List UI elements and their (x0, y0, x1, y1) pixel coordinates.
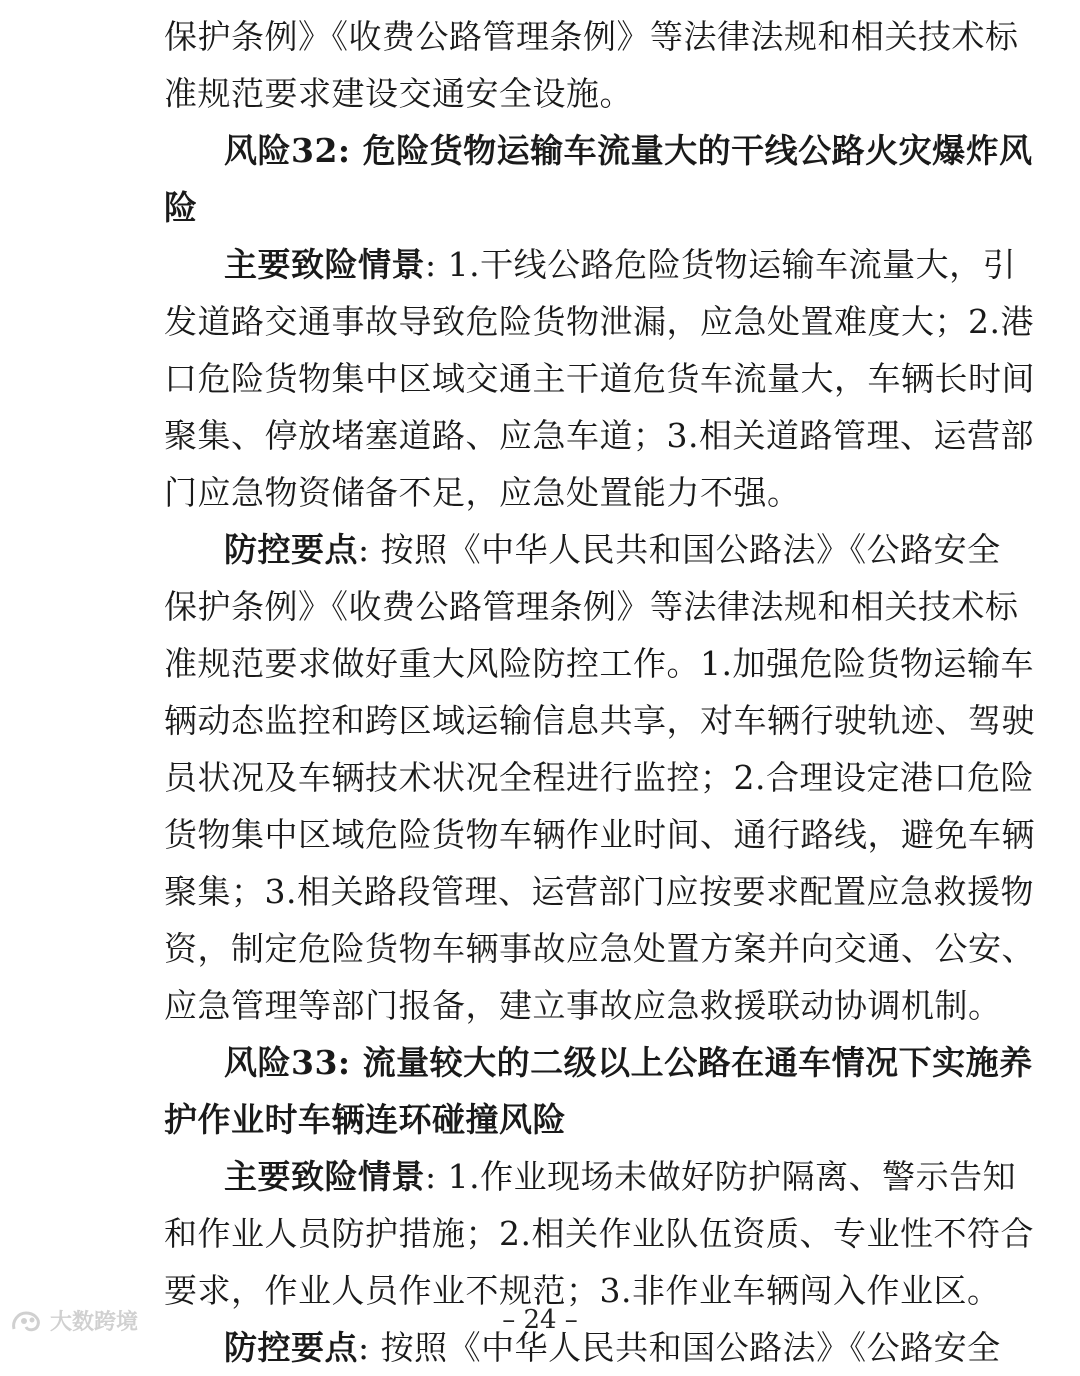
text-line: 和作业人员防护措施；2.相关作业队伍资质、专业性不符合 (164, 1214, 1034, 1253)
scenario-text: : 1.干线公路危险货物运输车流量大，引 (425, 245, 1017, 284)
scenario-paragraph-start (164, 236, 1017, 293)
control-label: 防控要点 (224, 530, 358, 569)
text-line: 发道路交通事故导致危险货物泄漏，应急处置难度大；2.港 (164, 302, 1034, 341)
text-line: 辆动态监控和跨区域运输信息共享，对车辆行驶轨迹、驾驶 (164, 701, 1035, 740)
risk-heading: 风险33: 流量较大的二级以上公路在通车情况下实施养 (224, 1043, 1033, 1082)
control-label: 防控要点 (224, 1328, 358, 1367)
document-page (164, 8, 1035, 1376)
text-line: 门应急物资储备不足，应急处置能力不强。 (164, 473, 801, 512)
scenario-text: : 1.作业现场未做好防护隔离、警示告知 (425, 1157, 1017, 1196)
text-line: 准规范要求建设交通安全设施。 (164, 74, 633, 113)
watermark-logo-icon (10, 1307, 44, 1335)
watermark (10, 1305, 138, 1336)
risk-heading-continued: 险 (164, 188, 198, 227)
text-line: 保护条例》《收费公路管理条例》等法律法规和相关技术标 (164, 587, 1019, 626)
text-line: 聚集、停放堵塞道路、应急车道；3.相关道路管理、运营部 (164, 416, 1034, 455)
page-number: – 24 – (502, 1305, 578, 1335)
text-line: 资，制定危险货物车辆事故应急处置方案并向交通、公安、 (164, 929, 1035, 968)
text-line: 应急管理等部门报备，建立事故应急救援联动协调机制。 (164, 986, 1002, 1025)
control-paragraph-start (164, 521, 1001, 578)
scenario-label: 主要致险情景 (224, 245, 425, 284)
control-text: : 按照《中华人民共和国公路法》《公路安全 (358, 530, 1001, 569)
text-line: 准规范要求做好重大风险防控工作。1.加强危险货物运输车 (164, 644, 1034, 683)
text-line: 货物集中区域危险货物车辆作业时间、通行路线，避免车辆 (164, 815, 1035, 854)
text-line: 要求，作业人员作业不规范；3.非作业车辆闯入作业区。 (164, 1271, 1001, 1310)
control-text: : 按照《中华人民共和国公路法》《公路安全 (358, 1328, 1001, 1367)
risk-heading: 风险32: 危险货物运输车流量大的干线公路火灾爆炸风 (224, 131, 1033, 170)
watermark-text: 大数跨境 (50, 1310, 139, 1335)
text-line: 聚集；3.相关路段管理、运营部门应按要求配置应急救援物 (164, 872, 1034, 911)
risk-heading-continued: 护作业时车辆连环碰撞风险 (164, 1100, 566, 1139)
text-line: 口危险货物集中区域交通主干道危货车流量大，车辆长时间 (164, 359, 1035, 398)
text-line: 保护条例》《收费公路管理条例》等法律法规和相关技术标 (164, 17, 1019, 56)
text-line: 员状况及车辆技术状况全程进行监控；2.合理设定港口危险 (164, 758, 1034, 797)
scenario-label: 主要致险情景 (224, 1157, 425, 1196)
scenario-paragraph-start (164, 1148, 1017, 1205)
